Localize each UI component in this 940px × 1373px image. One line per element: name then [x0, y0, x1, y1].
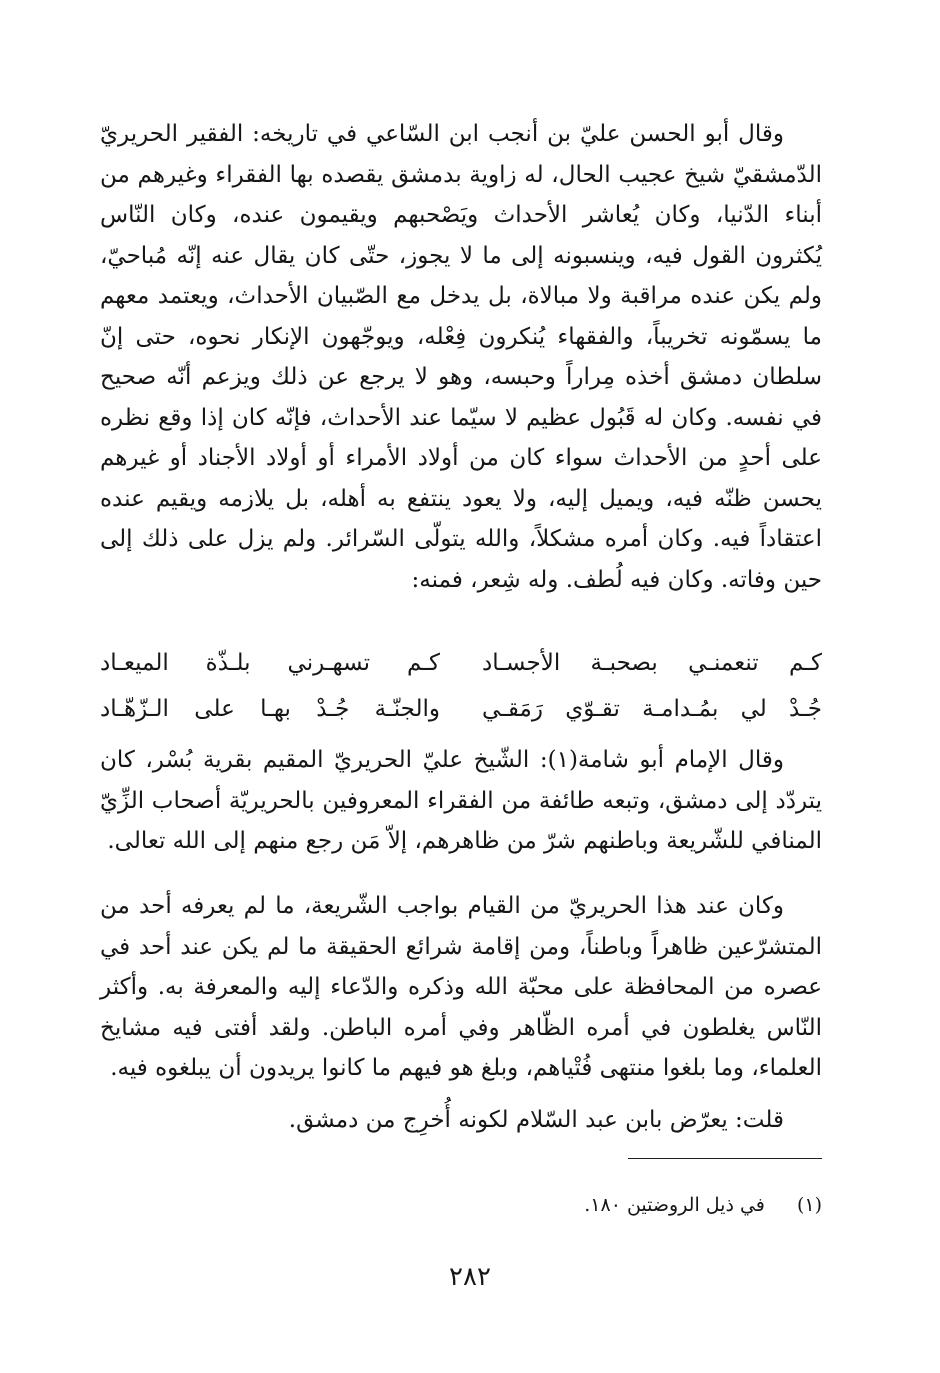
- paragraph-1: [100, 114, 822, 600]
- paragraph-2-text: وقال الإمام أبو شامة(١): الشّيخ عليّ الحريريّ المقيم بقرية بُسْر، كان يتردّد إلى دمشق، وتبعه طائفة من الفقراء المعروفين بالحريريّة أصحاب الزِّيّ المنافي للشّريعة وباطنهم شرّ من ظاهرهم، إلاّ مَن رجع منهم إلى الله تعالى.: [100, 747, 822, 854]
- paragraph-4-text: قلت: يعرّض بابن عبد السّلام لكونه أُخرِج من دمشق.: [288, 1107, 784, 1133]
- poem-line-1-first-hemistich: كـم تنعمنـي بصحبـة الأجسـاد: [482, 650, 822, 676]
- footnote-divider: [628, 1158, 822, 1159]
- poem-line-2: [100, 686, 822, 732]
- paragraph-3-text: وكان عند هذا الحريريّ من القيام بواجب الشّريعة، ما لم يعرفه أحد من المتشرّعين ظاهراً وباطناً، ومن إقامة شرائع الحقيقة ما لم يكن عند أحد في عصره من المحافظة على محبّة الله وذكره والدّعاء إليه والمعرفة به. وأكثر النّاس يغلطون في أمره الظّاهر وفي أمره الباطن. ولقد أفتى فيه مشايخ العلماء، وما بلغوا منتهى فُتْياهم، وبلغ هو فيهم ما كانوا يريدون أن يبلغوه فيه.: [100, 893, 822, 1081]
- footnote: [100, 1190, 822, 1220]
- footnote-number: (١): [796, 1194, 822, 1216]
- paragraph-1-text: وقال أبو الحسن عليّ بن أنجب ابن السّاعي في تاريخه: الفقير الحريريّ الدّمشقيّ شيخ عجيب الحال، له زاوية بدمشق يقصده بها الفقراء وغيرهم من أبناء الدّنيا، وكان يُعاشر الأحداث ويَصْحبهم ويقيمون عنده، وكان النّاس يُكثرون القول فيه، وينسبونه إلى ما لا يجوز، حتّى كان يقال عنه إنّه مُباحيّ، ولم يكن عنده مراقبة ولا مبالاة، بل يدخل مع الصّبيان الأحداث، ويعتمد معهم ما يسمّونه تخريباً، والفقهاء يُنكرون فِعْله، ويوجّهون الإنكار نحوه، حتى إنّ سلطان دمشق أخذه مِراراً وحبسه، وهو لا يرجع عن ذلك ويزعم أنّه صحيح في نفسه. وكان له قَبُول عظيم لا سيّما عند الأحداث، فإنّه كان إذا وقع نظره على أحدٍ من الأحداث سواء كان من أولاد الأمراء أو أولاد الأجناد أو غيرهم يحسن ظنّه فيه، ويميل إليه، ولا يعود ينتفع به أهله، بل يلازمه ويقيم عنده اعتقاداً فيه. وكان أمره مشكلاً، والله يتولّى السّرائر. ولم يزل على ذلك إلى حين وفاته. وكان فيه لُطف. وله شِعر، فمنه:: [100, 121, 822, 593]
- poem-line-1: [100, 640, 822, 686]
- page-number: ٢٨٢: [449, 1262, 491, 1292]
- poem: [100, 640, 822, 732]
- footnote-text: في ذيل الروضتين ١٨٠.: [584, 1194, 765, 1216]
- paragraph-2: [100, 740, 822, 862]
- poem-line-1-second-hemistich: كـم تسهـرني بلـذّة الميعـاد: [100, 650, 440, 676]
- poem-line-2-second-hemistich: والجنّـة جُـدْ بهـا على الـزّهّـاد: [100, 696, 440, 722]
- paragraph-3: [100, 886, 822, 1089]
- paragraph-4: [100, 1100, 822, 1141]
- poem-line-2-first-hemistich: جُـدْ لي بمُـدامـة تقـوّي رَمَقـي: [482, 696, 822, 722]
